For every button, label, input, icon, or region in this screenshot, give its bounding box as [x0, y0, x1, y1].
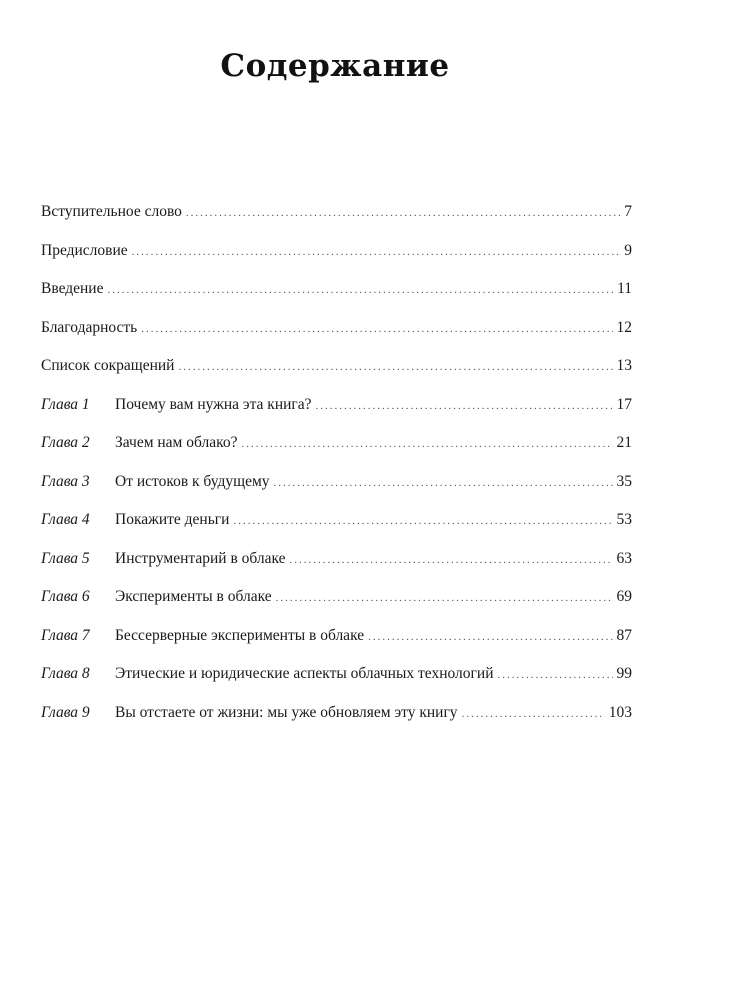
toc-entry-title: Список сокращений	[41, 357, 175, 374]
toc-entry-page: 7	[624, 203, 632, 220]
toc-entry-title: Покажите деньги	[115, 511, 230, 528]
dot-leader	[316, 396, 613, 416]
toc-entry-introduction[interactable]	[41, 279, 632, 318]
toc-entry-preface-word[interactable]	[41, 202, 632, 241]
toc-entry-chapter-6[interactable]	[41, 587, 632, 626]
toc-entry-title: Инструментарий в облаке	[115, 549, 286, 567]
dot-leader	[368, 627, 612, 647]
toc-chapter-label: Глава 2	[41, 434, 90, 451]
toc-entry-page: 35	[616, 472, 632, 490]
toc-entry-foreword[interactable]	[41, 241, 632, 280]
toc-entry-title: Бессерверные эксперименты в облаке	[115, 626, 365, 644]
toc-chapter-label: Глава 1	[41, 395, 90, 413]
dot-leader	[186, 203, 620, 223]
toc-entry-page: 53	[616, 511, 632, 528]
toc-entry-title: Введение	[41, 280, 104, 297]
toc-entry-page: 69	[616, 588, 632, 605]
toc-entry-page: 21	[616, 434, 632, 451]
toc-entry-page: 87	[616, 626, 632, 644]
toc-chapter-label: Глава 7	[41, 626, 90, 644]
toc-chapter-label: Глава 6	[41, 588, 90, 605]
dot-leader	[276, 588, 613, 608]
toc-entry-chapter-3[interactable]	[41, 472, 632, 511]
toc-chapter-label: Глава 9	[41, 703, 90, 721]
toc-entry-page: 9	[624, 241, 632, 259]
toc-entry-chapter-8[interactable]	[41, 664, 632, 703]
toc-entry-acknowledgements[interactable]	[41, 318, 632, 357]
dot-leader	[107, 280, 613, 300]
toc-entry-chapter-9[interactable]	[41, 703, 632, 742]
toc-entry-title: Почему вам нужна эта книга?	[115, 395, 312, 413]
toc-chapter-label: Глава 8	[41, 665, 90, 682]
dot-leader	[241, 434, 612, 454]
dot-leader	[132, 242, 621, 262]
toc-entry-chapter-7[interactable]	[41, 626, 632, 665]
toc-entry-title: Предисловие	[41, 241, 128, 259]
dot-leader	[462, 704, 605, 724]
toc-entry-page: 12	[616, 318, 632, 336]
dot-leader	[178, 357, 612, 377]
page-title: Содержание	[220, 48, 450, 84]
toc-entry-title: Этические и юридические аспекты облачных технологий	[115, 665, 494, 682]
toc-entry-title: Зачем нам облако?	[115, 434, 238, 451]
toc-entry-page: 103	[608, 703, 632, 721]
toc-entry-chapter-5[interactable]	[41, 549, 632, 588]
toc-chapter-label: Глава 4	[41, 511, 90, 528]
toc-entry-chapter-4[interactable]	[41, 510, 632, 549]
toc-entry-title: Благодарность	[41, 318, 138, 336]
toc-entry-page: 11	[617, 280, 632, 297]
dot-leader	[290, 550, 613, 570]
toc-chapter-label: Глава 3	[41, 472, 90, 490]
toc-entry-chapter-2[interactable]	[41, 433, 632, 472]
toc-entry-abbreviations[interactable]	[41, 356, 632, 395]
toc-entry-title: От истоков к будущему	[115, 472, 270, 490]
toc-entry-title: Вы отстаете от жизни: мы уже обновляем эту книгу	[115, 703, 458, 721]
toc-chapter-label: Глава 5	[41, 549, 90, 567]
dot-leader	[233, 511, 612, 531]
toc-entry-page: 17	[616, 395, 632, 413]
toc-entry-title: Вступительное слово	[41, 203, 182, 220]
toc-entry-chapter-1[interactable]	[41, 395, 632, 434]
toc-entry-page: 13	[616, 357, 632, 374]
toc-entry-title: Эксперименты в облаке	[115, 588, 272, 605]
toc-entry-page: 63	[616, 549, 632, 567]
dot-leader	[498, 665, 613, 685]
table-of-contents	[41, 202, 632, 741]
toc-entry-page: 99	[616, 665, 632, 682]
dot-leader	[141, 319, 612, 339]
dot-leader	[274, 473, 613, 493]
